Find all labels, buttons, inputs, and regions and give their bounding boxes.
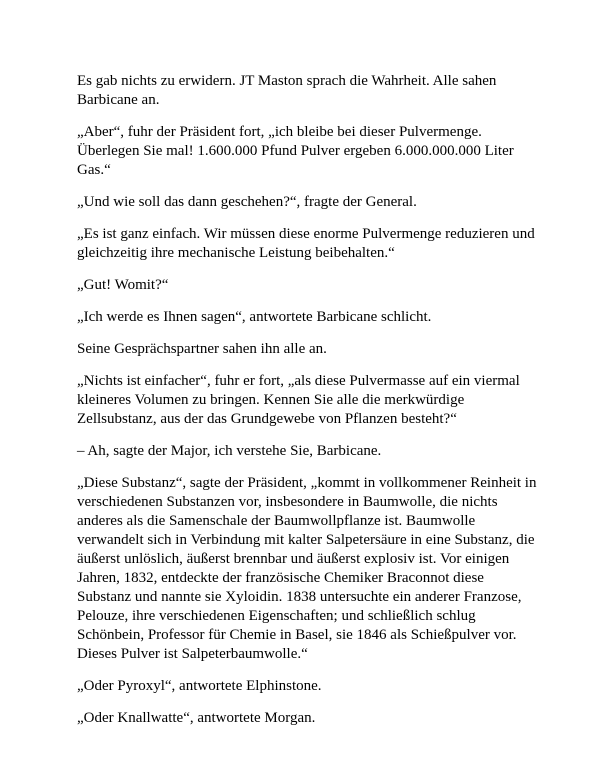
paragraph: „Und wie soll das dann geschehen?“, fragte der General. (77, 194, 417, 210)
paragraph: „Es ist ganz einfach. Wir müssen diese enorme Pulvermenge reduzieren und gleichzeitig ihre mechanische Leistung beibehalten.“ (77, 226, 535, 261)
paragraph: „Gut! Womit?“ (77, 277, 169, 293)
paragraph: „Oder Knallwatte“, antwortete Morgan. (77, 710, 316, 726)
paragraph: „Nichts ist einfacher“, fuhr er fort, „als diese Pulvermasse auf ein viermal kleineres Volumen zu bringen. Kennen Sie alle die merkwürdige Zellsubstanz, aus der das Grundgewebe von Pflanzen besteht?“ (77, 373, 520, 427)
paragraph: „Oder Pyroxyl“, antwortete Elphinstone. (77, 678, 322, 694)
paragraph: „Diese Substanz“, sagte der Präsident, „kommt in vollkommener Reinheit in verschiedenen Substanzen vor, insbesondere in Baumwolle, die nichts anderes als die Samenschale der Baumwollpflanze ist. Baumwolle verwandelt sich in Verbindung mit kalter Salpetersäure in eine Substanz, die äußerst unlöslich, äußerst brennbar und äußerst explosiv ist. Vor einigen Jahren, 1832, entdeckte der französische Chemiker Braconnot diese Substanz und nannte sie Xyloidin. 1838 untersuchte ein anderer Franzose, Pelouze, ihre verschiedenen Eigenschaften; und schließlich schlug Schönbein, Professor für Chemie in Basel, sie 1846 als Schießpulver vor. Dieses Pulver ist Salpeterbaumwolle.“ (77, 475, 537, 662)
body-text (77, 72, 537, 741)
paragraph: – Ah, sagte der Major, ich verstehe Sie, Barbicane. (77, 443, 382, 459)
paragraph: Es gab nichts zu erwidern. JT Maston sprach die Wahrheit. Alle sahen Barbicane an. (77, 73, 497, 108)
paragraph: „Ich werde es Ihnen sagen“, antwortete Barbicane schlicht. (77, 309, 432, 325)
paragraph: Seine Gesprächspartner sahen ihn alle an. (77, 341, 327, 357)
paragraph: „Aber“, fuhr der Präsident fort, „ich bleibe bei dieser Pulvermenge. Überlegen Sie mal! 1.600.000 Pfund Pulver ergeben 6.000.000.000 Liter Gas.“ (77, 124, 514, 178)
